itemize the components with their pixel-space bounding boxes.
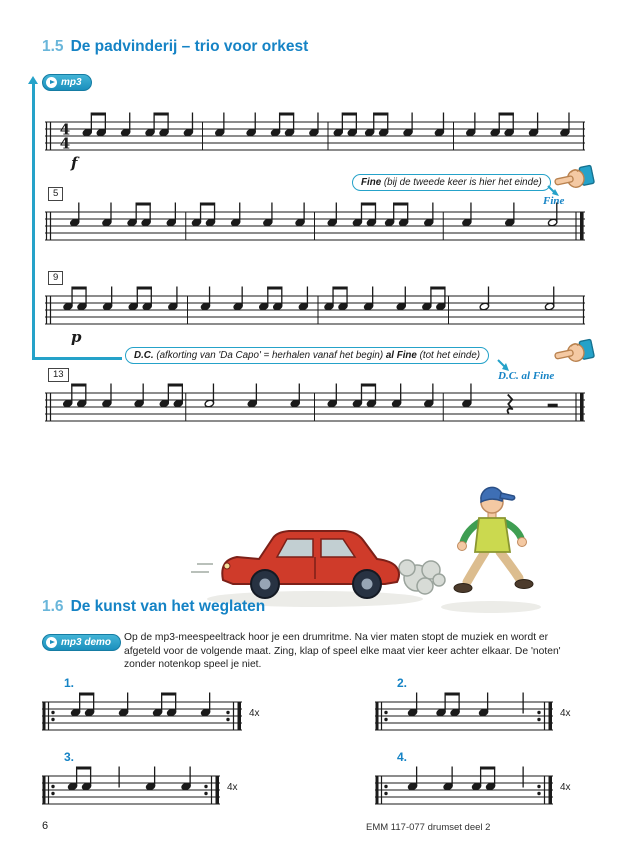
page-number: 6 [42, 820, 49, 832]
fine-callout-note: (bij de tweede keer is hier het einde) [381, 177, 542, 188]
dc-callout-box [125, 347, 489, 364]
mp3-badge-label: mp3 [61, 77, 82, 88]
mp3-demo-badge-label: mp3 demo [61, 637, 112, 648]
exercise-4-repeat-count: 4x [560, 782, 571, 793]
exercise-1-notation [42, 688, 242, 746]
dc-bracket-vertical-line [32, 84, 35, 360]
section-number: 1.5 [42, 38, 64, 55]
exercise-3-number: 3. [64, 750, 75, 764]
dc-callout-bold2: al Fine [385, 350, 417, 361]
section-title: De padvinderij – trio voor orkest [70, 38, 309, 55]
section-1-6-paragraph: Op de mp3-meespeeltrack hoor je een drumritme. Na vier maten stopt de muziek en wordt er afgeteld voor de volgende maat. Zing, klap of speel elke maat vier keer achter elkaar. De 'noten' zonder notenkop speel je niet. [124, 632, 561, 671]
svg-text:4: 4 [59, 134, 71, 153]
mp3-demo-badge[interactable] [42, 634, 121, 651]
fine-callout-box [352, 174, 551, 191]
play-icon [46, 637, 57, 648]
dc-callout-bold1: D.C. [134, 350, 154, 361]
play-icon [46, 77, 57, 88]
exercise-4-notation [375, 762, 553, 820]
footer-text: EMM 117-077 drumset deel 2 [366, 822, 491, 833]
dc-callout-note1: (afkorting van 'Da Capo' = herhalen vanaf het begin) [153, 350, 386, 361]
section-title: De kunst van het weglaten [70, 598, 266, 615]
section-number: 1.6 [42, 598, 64, 615]
dynamic-marking-f: f [71, 154, 78, 172]
svg-text:4: 4 [59, 120, 71, 139]
section-1-6-heading [42, 598, 265, 616]
staff-system-3 [45, 272, 585, 346]
pointing-hand-icon [552, 336, 597, 370]
exercise-2-number: 2. [397, 676, 408, 690]
staff-system-2 [45, 188, 585, 256]
staff-system-1 [45, 108, 585, 172]
measure-number-13: 13 [48, 368, 69, 382]
exercise-1-number: 1. [64, 676, 75, 690]
exercise-4-number: 4. [397, 750, 408, 764]
dc-bracket-horizontal-line [32, 357, 122, 360]
dc-bracket-arrowhead [28, 76, 38, 84]
staff-system-3-notation [45, 282, 585, 340]
staff-system-4-notation [45, 379, 585, 437]
exercise-1-repeat-count: 4x [249, 708, 260, 719]
mp3-badge[interactable] [42, 74, 92, 91]
exercise-2-staff [375, 688, 553, 746]
fine-callout-bold: Fine [361, 177, 382, 188]
exercise-3-repeat-count: 4x [227, 782, 238, 793]
pointing-hand-icon [552, 162, 597, 196]
fine-score-label: Fine [543, 195, 565, 207]
exercise-3-staff [42, 762, 220, 820]
measure-number-5: 5 [48, 187, 63, 201]
exercise-4-staff [375, 762, 553, 820]
measure-number-9: 9 [48, 271, 63, 285]
dc-callout-note2: (tot het einde) [416, 350, 481, 361]
staff-system-2-notation [45, 198, 585, 256]
dc-al-fine-score-label: D.C. al Fine [498, 370, 555, 382]
exercise-3-notation [42, 762, 220, 820]
dynamic-marking-p: p [71, 328, 82, 346]
staff-system-1-notation [45, 108, 585, 166]
exercise-2-repeat-count: 4x [560, 708, 571, 719]
section-1-5-heading [42, 38, 308, 56]
exercise-2-notation [375, 688, 553, 746]
exercise-1-staff [42, 688, 242, 746]
